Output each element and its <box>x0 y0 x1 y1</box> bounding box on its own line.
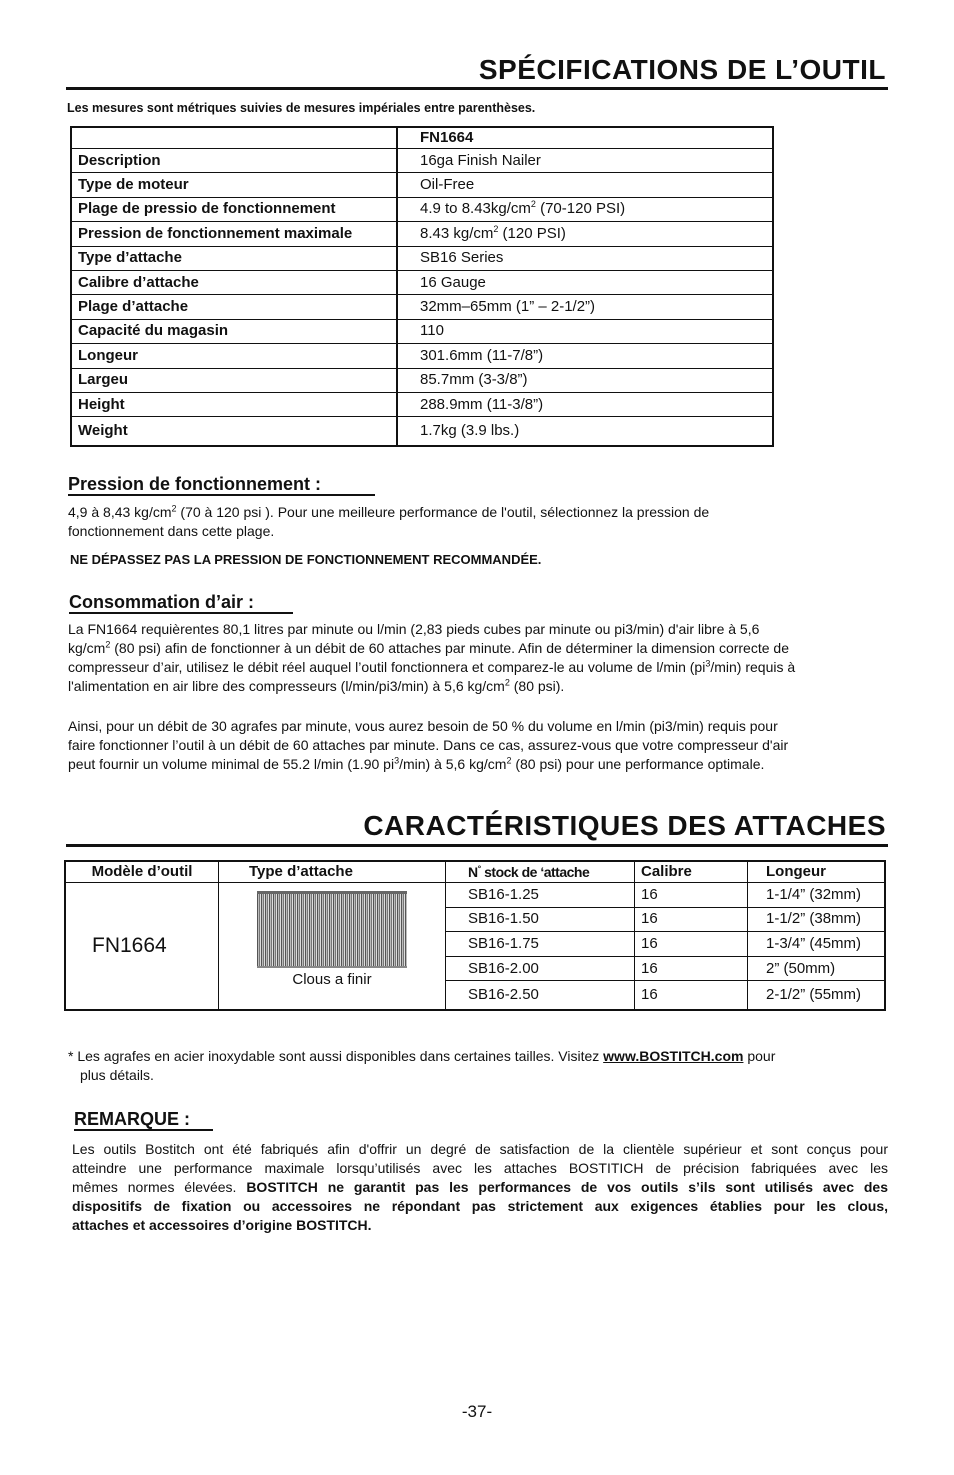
fastener-gauge: 16 <box>635 907 748 932</box>
table-row <box>71 222 773 246</box>
pressure-warning: NE DÉPASSEZ PAS LA PRESSION DE FONCTIONNEMENT RECOMMANDÉE. <box>70 552 542 567</box>
spec-value: 301.6mm (11-7/8”) <box>397 344 773 368</box>
spec-section-title: SPÉCIFICATIONS DE L’OUTIL <box>478 54 886 85</box>
spec-value <box>397 222 773 246</box>
fastener-stock: SB16-1.25 <box>446 883 635 908</box>
remark-bold-text: BOSTITCH ne garantit pas les performances de vos outils s’ils sont utilisés avec des <box>246 1179 888 1195</box>
spec-label: Description <box>71 149 397 173</box>
stainless-footnote <box>68 1047 908 1085</box>
table-row <box>71 149 773 173</box>
table-row <box>71 197 773 221</box>
remark-paragraph <box>72 1140 888 1235</box>
spec-value-text: (70-120 PSI) <box>535 200 626 218</box>
spec-header-empty <box>71 127 397 149</box>
fastener-type-caption: Clous a finir <box>292 971 372 988</box>
fastener-length: 1-1/4” (32mm) <box>748 883 886 908</box>
spec-table-header-row <box>71 127 773 149</box>
fastener-stock: SB16-1.75 <box>446 932 635 957</box>
table-row <box>71 417 773 447</box>
air-text: /min) à 5,6 kg/cm <box>399 756 507 772</box>
spec-label: Calibre d’attache <box>71 270 397 294</box>
col-header-gauge: Calibre <box>635 861 748 883</box>
fastener-table-header-row <box>65 861 885 883</box>
table-row <box>71 173 773 197</box>
remark-line: Les outils Bostitch ont été fabriqués afin d'offrir un degré de satisfaction de la clientèle supérieur et sont conçus pour <box>72 1141 888 1157</box>
air-heading: Consommation d’air : <box>69 592 255 612</box>
superscript: 2 <box>493 223 499 234</box>
superscript: 3 <box>394 755 400 766</box>
air-text: peut fournir un volume minimal de 55.2 l/min (1.90 pi <box>68 756 395 772</box>
spec-value: 288.9mm (11-3/8”) <box>397 392 773 416</box>
spec-label: Plage de pressio de fonctionnement <box>71 197 397 221</box>
footnote-line: plus détails. <box>80 1067 154 1083</box>
air-text: l'alimentation en air libre des compresseurs (l/min/pi3/min) à 5,6 kg/cm <box>68 678 505 694</box>
col-header-length: Longeur <box>748 861 886 883</box>
spec-value: 110 <box>397 319 773 343</box>
spec-model-header: FN1664 <box>397 127 773 149</box>
fastener-gauge: 16 <box>635 883 748 908</box>
table-row <box>71 392 773 416</box>
superscript: ° <box>477 863 481 874</box>
pressure-heading-underline <box>68 494 375 496</box>
air-text: (80 psi) pour une performance optimale. <box>511 756 765 772</box>
superscript: 3 <box>705 658 711 669</box>
fastener-length: 1-1/2” (38mm) <box>748 907 886 932</box>
table-row <box>65 883 885 908</box>
superscript: 2 <box>504 677 510 688</box>
remark-heading: REMARQUE : <box>74 1109 190 1129</box>
col-header-model: Modèle d’outil <box>65 861 219 883</box>
spec-value: Oil-Free <box>397 173 773 197</box>
col-header-type: Type d’attache <box>219 861 446 883</box>
remark-line: attaches et accessoires d’origine BOSTITCH. <box>72 1217 372 1233</box>
superscript: 2 <box>171 503 177 514</box>
superscript: 2 <box>105 639 111 650</box>
fastener-stock: SB16-2.50 <box>446 981 635 1011</box>
footnote-line <box>68 1047 908 1066</box>
pressure-text <box>68 503 898 541</box>
remark-line: atteindre une performance maximale lorsqu’utilisés avec les attaches BOSTITICH de précision fabriquées avec les <box>72 1160 888 1176</box>
footnote-text: pour <box>743 1048 776 1064</box>
air-text: /min) requis à <box>710 659 796 675</box>
table-row <box>71 344 773 368</box>
fastener-section-title: CARACTÉRISTIQUES DES ATTACHES <box>363 810 886 841</box>
remark-line <box>72 1178 888 1197</box>
spec-label: Type d’attache <box>71 246 397 270</box>
spec-label: Largeu <box>71 368 397 392</box>
air-text: (80 psi). <box>509 678 565 694</box>
fastener-gauge: 16 <box>635 981 748 1011</box>
col-header-stock <box>446 861 635 883</box>
spec-value: 85.7mm (3-3/8”) <box>397 368 773 392</box>
air-text: compresseur d’air, utilisez le débit réel auquel l’outil fonctionnera et comparez-le au volume de l/min (pi <box>68 659 706 675</box>
fastener-title-rule <box>66 844 888 847</box>
spec-units-note: Les mesures sont métriques suivies de mesures impériales entre parenthèses. <box>67 101 536 115</box>
remark-heading-underline <box>74 1129 213 1131</box>
spec-value: 32mm–65mm (1” – 2-1/2”) <box>397 295 773 319</box>
fastener-length: 1-3/4” (45mm) <box>748 932 886 957</box>
superscript: 2 <box>506 755 512 766</box>
spec-value: 16ga Finish Nailer <box>397 149 773 173</box>
air-line <box>68 755 908 774</box>
table-row <box>71 246 773 270</box>
spec-value: 1.7kg (3.9 lbs.) <box>397 417 773 447</box>
spec-label: Height <box>71 392 397 416</box>
col-header-stock-n: N <box>468 864 478 880</box>
superscript: 2 <box>530 199 536 210</box>
spec-label: Longeur <box>71 344 397 368</box>
air-line: La FN1664 requièrentes 80,1 litres par minute ou l/min (2,83 pieds cubes par minute ou pi3/min) d'air libre à 5,6 <box>68 621 760 637</box>
pressure-text-a: 4,9 à 8,43 kg/cm <box>68 504 172 520</box>
table-row <box>71 319 773 343</box>
fastener-length: 2-1/2” (55mm) <box>748 981 886 1011</box>
fastener-table <box>64 860 886 1011</box>
air-paragraph-1 <box>68 620 908 696</box>
fastener-model-cell: FN1664 <box>65 883 219 1011</box>
remark-line: dispositifs de fixation ou accessoires ne répondant pas strictement aux exigences établies pour les clous, <box>72 1198 888 1214</box>
spec-table <box>70 126 774 447</box>
air-heading-underline <box>69 612 293 614</box>
spec-value-text: 4.9 to 8.43kg/cm <box>420 200 531 218</box>
pressure-line: fonctionnement dans cette plage. <box>68 523 275 539</box>
page-number: -37- <box>461 1402 493 1421</box>
pressure-line <box>68 503 898 522</box>
spec-label: Plage d’attache <box>71 295 397 319</box>
air-line <box>68 639 908 658</box>
spec-title-rule <box>66 87 888 90</box>
spec-label: Capacité du magasin <box>71 319 397 343</box>
table-row <box>71 295 773 319</box>
air-paragraph-2 <box>68 717 908 774</box>
fastener-length: 2” (50mm) <box>748 956 886 981</box>
air-line: Ainsi, pour un débit de 30 agrafes par minute, vous aurez besoin de 50 % du volume en l/min (pi3/min) requis pour <box>68 718 778 734</box>
footnote-text: * Les agrafes en acier inoxydable sont aussi disponibles dans certaines tailles. Visitez <box>68 1048 604 1064</box>
remark-text: mêmes normes élevées. <box>72 1179 247 1195</box>
fastener-stock: SB16-2.00 <box>446 956 635 981</box>
pressure-heading: Pression de fonctionnement : <box>68 474 322 494</box>
table-row <box>71 368 773 392</box>
air-line <box>68 677 908 696</box>
air-text: (80 psi) afin de fonctionner à un débit de 60 attaches par minute. Afin de déterminer la dimension correcte de <box>110 640 789 656</box>
spec-label: Weight <box>71 417 397 447</box>
fastener-type-cell <box>219 883 446 1011</box>
pressure-text-b: (70 à 120 psi ). Pour une meilleure performance de l'outil, sélectionnez la pression de <box>176 504 710 520</box>
col-header-stock-rest: stock de ‘attache <box>480 864 590 880</box>
finish-nail-strip-icon <box>257 891 407 968</box>
air-text: kg/cm <box>68 640 106 656</box>
table-row <box>71 270 773 294</box>
fastener-gauge: 16 <box>635 932 748 957</box>
spec-value-text: 8.43 kg/cm <box>420 224 494 242</box>
spec-label: Type de moteur <box>71 173 397 197</box>
spec-value: SB16 Series <box>397 246 773 270</box>
spec-value-text: (120 PSI) <box>498 224 566 242</box>
air-line: faire fonctionner l’outil à un débit de 60 attaches par minute. Dans ce cas, assurez-vous que votre compresseur d'air <box>68 737 789 753</box>
air-line <box>68 658 908 677</box>
spec-value: 16 Gauge <box>397 270 773 294</box>
spec-label: Pression de fonctionnement maximale <box>71 222 397 246</box>
fastener-stock: SB16-1.50 <box>446 907 635 932</box>
bostitch-website-link[interactable]: www.BOSTITCH.com <box>603 1048 744 1064</box>
fastener-gauge: 16 <box>635 956 748 981</box>
spec-value <box>397 197 773 221</box>
